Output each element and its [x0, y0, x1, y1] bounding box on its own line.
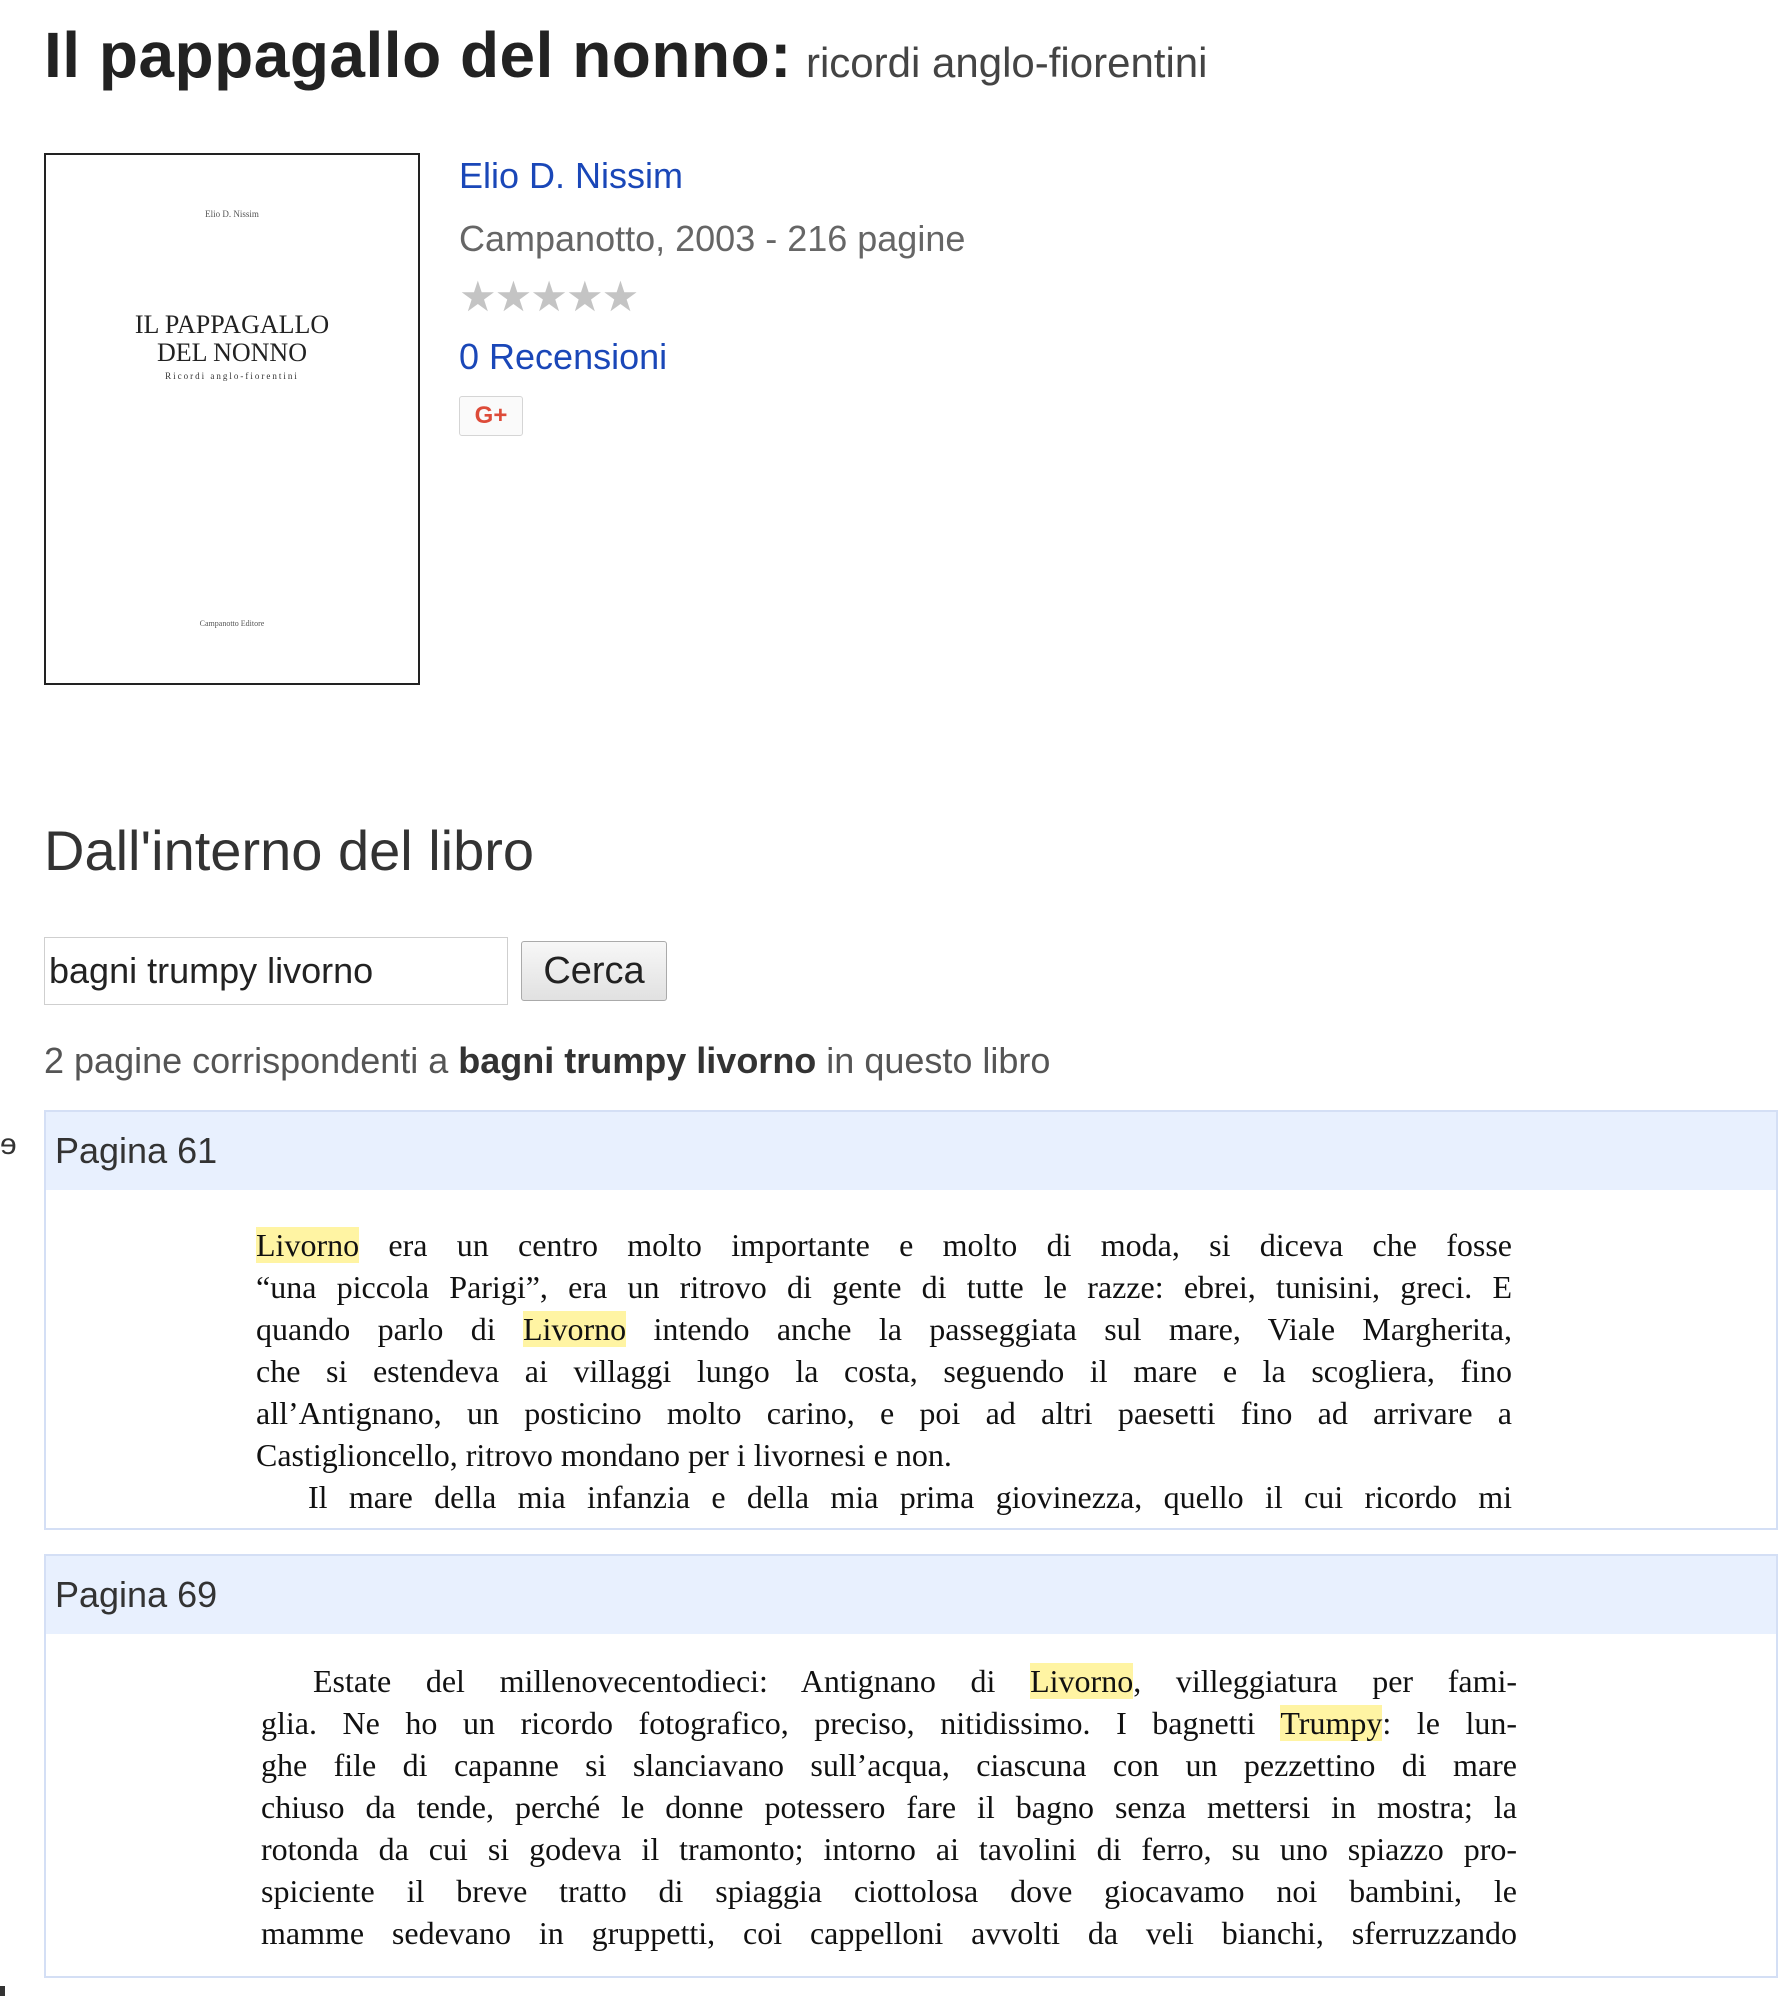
book-cover-image[interactable] — [44, 153, 420, 685]
reviews-link[interactable]: 0 Recensioni — [459, 336, 668, 377]
snippet-line: quando parlo di Livorno intendo anche la passeggiata sul mare, Viale Margherita, — [256, 1311, 1513, 1347]
book-title-main: Il pappagallo del nonno: — [44, 19, 792, 91]
snippet-line: Estate del millenovecentodieci: Antignano di Livorno, villeggiatura per fami- — [313, 1663, 1518, 1699]
snippet-line: all’Antignano, un posticino molto carino, e poi ad altri paesetti fino ad arrivare a — [256, 1395, 1512, 1431]
search-button[interactable]: Cerca — [521, 941, 667, 1001]
summary-suffix: in questo libro — [816, 1040, 1051, 1081]
snippet-line: glia. Ne ho un ricordo fotografico, preciso, nitidissimo. I bagnetti Trumpy: le lun- — [261, 1705, 1518, 1741]
search-result[interactable] — [44, 1554, 1778, 1978]
cover-title — [46, 311, 418, 367]
cover-subtitle: Ricordi anglo-fiorentini — [165, 371, 299, 381]
search-highlight: Livorno — [256, 1227, 360, 1263]
search-highlight: Trumpy — [1280, 1705, 1383, 1741]
result-snippet[interactable] — [261, 1660, 1517, 1954]
snippet-line: mamme sedevano in gruppetti, coi cappelloni avvolti da veli bianchi, sferruzzando — [261, 1915, 1517, 1951]
rating-stars[interactable]: ★★★★★ — [459, 273, 638, 320]
cover-title-line2: DEL NONNO — [157, 338, 307, 367]
cover-publisher: Campanotto Editore — [199, 619, 265, 628]
snippet-line: rotonda da cui si godeva il tramonto; intorno ai tavolini di ferro, su uno spiazzo pro- — [261, 1831, 1517, 1867]
search-highlight: Livorno — [1030, 1663, 1134, 1699]
snippet-line: che si estendeva ai villaggi lungo la costa, seguendo il mare e la scogliera, fino — [256, 1353, 1512, 1389]
edge-mark: ɘ — [0, 1128, 17, 1161]
result-snippet[interactable] — [256, 1224, 1513, 1515]
book-subtitle: ricordi anglo-fiorentini — [805, 39, 1208, 86]
cover-title-line1: IL PAPPAGALLO — [134, 310, 330, 339]
search-input[interactable] — [44, 937, 508, 1005]
results-summary — [44, 1040, 1050, 1082]
section-heading: Dall'interno del libro — [44, 819, 535, 882]
cover-author: Elio D. Nissim — [205, 209, 259, 219]
book-title — [44, 18, 1208, 92]
publisher-info: Campanotto, 2003 - 216 pagine — [459, 218, 966, 259]
edge-mark-bottom — [0, 1986, 5, 1996]
snippet-line: “una piccola Parigi”, era un ritrovo di gente di tutte le razze: ebrei, tunisini, greci. E — [256, 1269, 1512, 1305]
google-plus-button[interactable]: G+ — [459, 396, 523, 436]
author-link[interactable]: Elio D. Nissim — [459, 155, 684, 196]
snippet-line: spiciente il breve tratto di spiaggia ciottolosa dove giocavamo noi bambini, le — [261, 1873, 1517, 1909]
snippet-line: Castiglioncello, ritrovo mondano per i livornesi e non. — [256, 1437, 952, 1473]
snippet-line: Livorno era un centro molto importante e molto di moda, si diceva che fosse — [256, 1227, 1512, 1263]
search-highlight: Livorno — [523, 1311, 627, 1347]
summary-prefix: 2 pagine corrispondenti a — [44, 1040, 459, 1081]
snippet-line: Il mare della mia infanzia e della mia prima giovinezza, quello il cui ricordo mi — [308, 1479, 1512, 1515]
search-result[interactable] — [44, 1110, 1778, 1530]
result-page-label[interactable]: Pagina 69 — [46, 1556, 1776, 1634]
result-page-label[interactable]: Pagina 61 — [46, 1112, 1776, 1190]
summary-query: bagni trumpy livorno — [458, 1040, 817, 1081]
snippet-line: chiuso da tende, perché le donne potessero fare il bagno senza mettersi in mostra; la — [261, 1789, 1517, 1825]
snippet-line: ghe file di capanne si slanciavano sull’acqua, ciascuna con un pezzettino di mare — [261, 1747, 1517, 1783]
